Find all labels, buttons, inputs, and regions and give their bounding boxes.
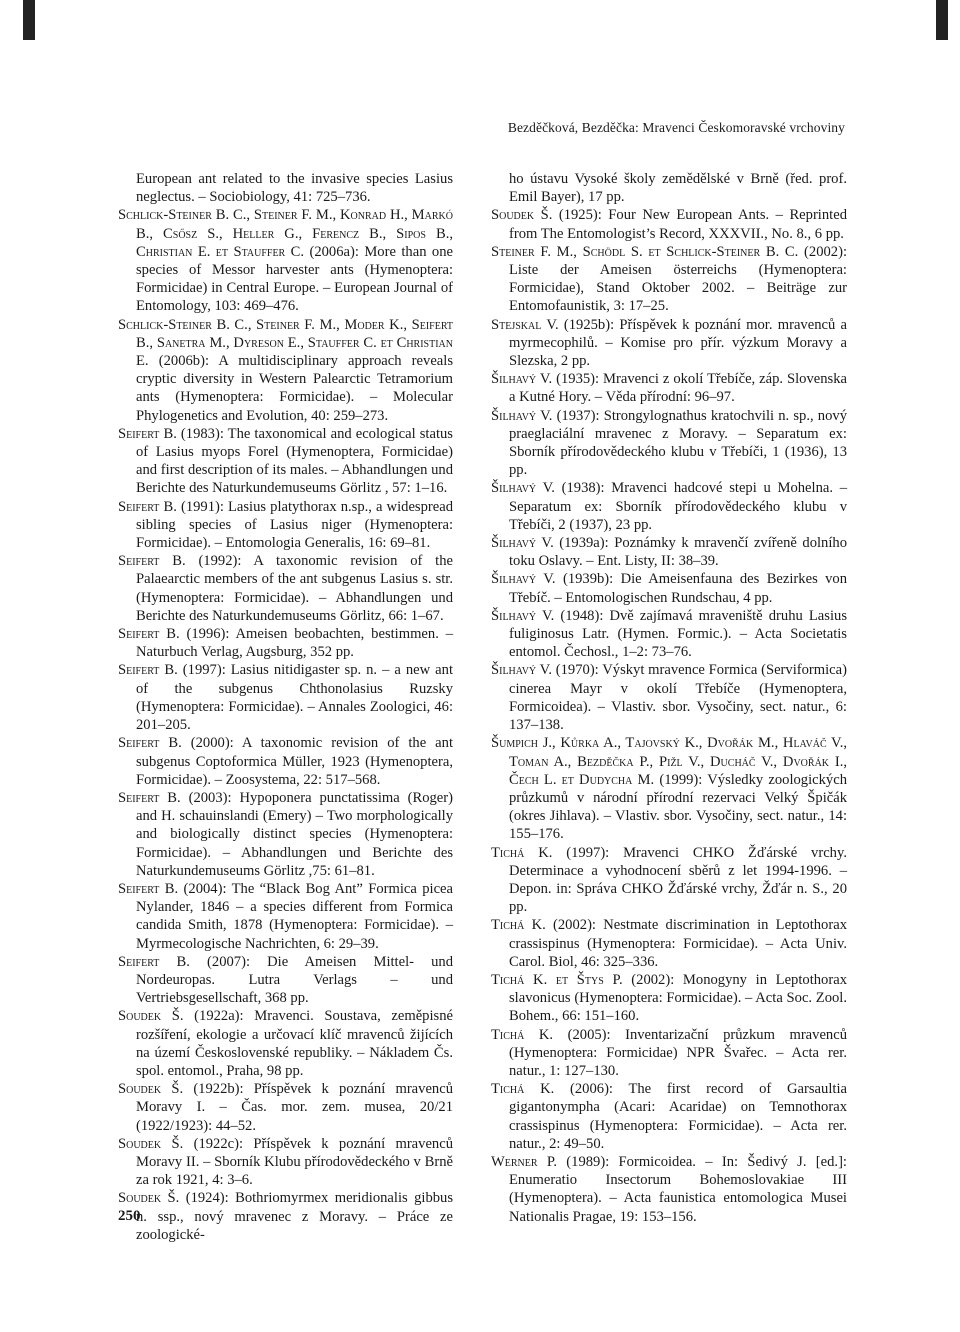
reference-text: (2003): Hypoponera punctatissima (Roger) and H. schauinslandi (Emery) – Two morphologically and biologically distinct species (Hymenoptera: Formicidae). – Abhandlungen und Berichte des Naturkundemuseums Görlitz ,75: 61–81. — [136, 789, 454, 879]
reference-entry — [118, 1189, 453, 1244]
reference-entry — [491, 1153, 847, 1226]
reference-authors: Soudek Š. — [118, 1135, 184, 1152]
reference-authors: Tichá K. — [491, 1026, 554, 1043]
running-head: Bezděčková, Bezděčka: Mravenci Českomoravské vrchoviny — [507, 120, 845, 135]
reference-entry — [118, 789, 453, 880]
reference-authors: Tichá K. et Štys P. — [491, 971, 623, 988]
reference-authors: Šilhavý V. — [491, 407, 553, 424]
reference-text: (2002): Monogyny in Leptothorax slavonicus (Hymenoptera: Formicidae). – Acta Soc. Zool. Bohem., 66: 151–160. — [509, 971, 847, 1025]
reference-entry — [118, 498, 453, 553]
reference-entry — [118, 1080, 453, 1135]
reference-entry — [118, 625, 453, 661]
reference-entry — [118, 1007, 453, 1080]
reference-entry — [491, 534, 847, 570]
reference-text: (2005): Inventarizační průzkum mravenců (Hymenoptera: Formicidae) NPR Švařec. – Acta rer. natur., 1: 127–130. — [509, 1026, 848, 1079]
reference-text: (1938): Mravenci hadcové stepi u Mohelna. – Separatum ex: Sborník přírodovědeckého klubu v Třebíči, 2 (1937), 23 pp. — [509, 480, 847, 533]
reference-entry — [491, 243, 847, 316]
reference-text: (1991): Lasius platythorax n.sp., a widespread sibling species of Lasius niger (Hymenoptera: Formicidae). – Entomologia Generalis, 16: 69–81. — [136, 498, 454, 552]
reference-authors: Schlick-Steiner B. C., Steiner F. M., Moder K., Seifert B., Sanetra M., Dyreson E., Stauffer C. et Christian E. — [118, 316, 453, 370]
reference-authors: Šilhavý V. — [491, 480, 555, 497]
reference-authors: Tichá K. — [491, 917, 546, 934]
reference-text: (2000): A taxonomic revision of the ant subgenus Coptoformica Müller, 1923 (Hymenoptera, Formicidae). – Zoosystema, 22: 517–568. — [136, 735, 453, 788]
reference-text: (1922b): Příspěvek k poznání mravenců Moravy I. – Čas. mor. zem. musea, 20/21 (1922/1923): 44–52. — [136, 1081, 453, 1134]
reference-text: (1996): Ameisen beobachten, bestimmen. – Naturbuch Verlag, Augsburg, 352 pp. — [136, 626, 454, 661]
reference-text: (1937): Strongylognathus kratochvili n. sp., nový praeglaciální mravenec z Moravy. – Separatum ex: Sborník přírodovědeckého klubu v Třebíči, 1 (1936), 13 pp. — [509, 407, 847, 479]
reference-entry — [491, 370, 847, 406]
reference-text: (1948): Dvě zajímavá mraveniště druhu Lasius fuliginosus Latr. (Hymen. Formic.). – Acta Societatis entomol. Čechosl., 1–2: 73–76. — [509, 607, 847, 661]
reference-entry — [491, 1026, 847, 1081]
reference-authors: Seifert B. — [118, 626, 180, 643]
reference-entry — [118, 425, 453, 498]
reference-text: (1935): Mravenci z okolí Třebíče, záp. Slovenska a Kutné Hory. – Věda přírodní: 96–97. — [509, 371, 847, 406]
reference-authors: Steiner F. M., Schödl S. et Schlick-Steiner B. C. — [491, 243, 799, 260]
reference-entry — [118, 316, 453, 425]
reference-authors: Šilhavý V. — [491, 607, 555, 624]
reference-entry — [118, 1135, 453, 1190]
reference-text: (2006b): A multidisciplinary approach reveals cryptic diversity in Western Palearctic Tetramorium ants (Hymenoptera: Formicidae). – Molecular Phylogenetics and Evolution, 40: 259–273. — [136, 353, 454, 424]
reference-text: (2006a): More than one species of Messor harvester ants (Hymenoptera: Formicidae) in Central Europe. – European Journal of Entomology, 103: 469–476. — [136, 243, 453, 315]
reference-authors: Seifert B. — [118, 425, 177, 442]
reference-entry — [491, 916, 847, 971]
reference-authors: Soudek Š. — [118, 1008, 184, 1025]
reference-authors: Tichá K. — [491, 1081, 555, 1098]
reference-entry — [118, 552, 453, 625]
reference-authors: Seifert B. — [118, 498, 177, 515]
reference-text: (1999): Výsledky zoologických průzkumů v národní přírodní rezervaci Velký Špičák (okres Jihlava). – Vlastiv. sbor. Vysočiny, sect. natur., 14: 155–176. — [509, 771, 847, 843]
reference-text: ho ústavu Vysoké školy zemědělské v Brně (řed. prof. Emil Bayer), 17 pp. — [509, 171, 847, 206]
reference-authors: Werner P. — [491, 1153, 557, 1170]
reference-authors: Schlick-Steiner B. C., Steiner F. M., Konrad H., Markó B., Csősz S., Heller G., Ferencz B., Sipos B., Christian E. et Stauffer C. — [118, 207, 453, 260]
reference-entry — [491, 844, 847, 917]
reference-authors: Šilhavý V. — [491, 662, 552, 679]
reference-text: (1983): The taxonomical and ecological status of Lasius myops Forel (Hymenoptera, Formicidae) and first description of its males. – Abhandlungen und Berichte des Naturkundemuseums Görlitz , 57: 1–16. — [136, 425, 453, 497]
reference-entry — [491, 170, 847, 206]
reference-entry — [118, 206, 453, 315]
reference-authors: Tichá K. — [491, 844, 553, 861]
reference-text: (2002): Nestmate discrimination in Leptothorax crassispinus (Hymenoptera: Formicidae). – Acta Univ. Carol. Biol, 46: 325–336. — [509, 917, 847, 970]
reference-text: (1925): Four New European Ants. – Reprinted from The Entomologist’s Record, XXXVII., No. 8., 6 pp. — [509, 207, 847, 242]
reference-authors: Seifert B. — [118, 880, 179, 897]
reference-entry — [491, 607, 847, 662]
crop-mark-right — [936, 0, 948, 40]
reference-entry — [118, 170, 453, 206]
reference-entry — [118, 734, 453, 789]
reference-text: (1922a): Mravenci. Soustava, zeměpisné rozšíření, ekologie a určovací klíč mravenců žijících na území Československé republiky. – Nákladem Čs. spol. entomol., Praha, 98 pp. — [136, 1008, 453, 1079]
reference-text: (1970): Výskyt mravence Formica (Serviformica) cinerea Mayr v okolí Třebíče (Hymenoptera, Formicoidea). – Vlastiv. sbor. Vysočiny, sect. natur., 6: 137–138. — [509, 662, 847, 734]
reference-entry — [491, 570, 847, 606]
references-right-column — [491, 170, 847, 1226]
reference-authors: Šilhavý V. — [491, 571, 556, 588]
reference-authors: Soudek Š. — [118, 1190, 180, 1207]
reference-entry — [118, 880, 453, 953]
reference-authors: Seifert B. — [118, 789, 181, 806]
reference-authors: Stejskal V. — [491, 316, 559, 333]
reference-entry — [491, 206, 847, 242]
reference-entry — [491, 661, 847, 734]
reference-authors: Šilhavý V. — [491, 371, 553, 388]
reference-entry — [491, 316, 847, 371]
references-left-column — [118, 170, 453, 1244]
reference-text: (1997): Mravenci CHKO Žďárské vrchy. Determinace a vyhodnocení sběrů z let 1994-1996. – Depon. in: Správa CHKO Žďárské vrchy, Žďár n. S., 20 pp. — [509, 844, 847, 916]
reference-text: (1922c): Příspěvek k poznání mravenců Moravy II. – Sborník Klubu přírodovědeckého v Brně za rok 1921, 4: 3–6. — [136, 1135, 454, 1189]
reference-text: (2002): Liste der Ameisen österreichs (Hymenoptera: Formicidae), Stand Oktober 2002. – Beiträge zur Entomofaunistik, 3: 17–25. — [509, 243, 847, 315]
reference-authors: Soudek Š. — [491, 207, 553, 224]
reference-text: (1997): Lasius nitidigaster sp. n. – a new ant of the subgenus Chthonolasius Ruzsky (Hymenoptera: Formicidae). – Annales Zoologici, 46: 201–205. — [136, 662, 453, 734]
reference-text: (2004): The “Black Bog Ant” Formica picea Nylander, 1846 – a species different from Formica candida Smith, 1878 (Hymenoptera: Formicidae). – Myrmecologische Nachrichten, 6: 29–39. — [136, 880, 453, 952]
reference-text: (1939b): Die Ameisenfauna des Bezirkes von Třebíč. – Entomologischen Rundschau, 4 pp. — [509, 571, 848, 606]
reference-authors: Seifert B. — [118, 735, 182, 752]
reference-entry — [491, 971, 847, 1026]
reference-text: European ant related to the invasive species Lasius neglectus. – Sociobiology, 41: 725–736. — [136, 171, 453, 206]
reference-text: (1989): Formicoidea. – In: Šedivý J. [ed.]: Enumeratio Insectorum Bohemoslovakiae III (Hymenoptera). – Acta faunistica entomologica Musei Nationalis Pragae, 19: 153–156. — [509, 1153, 847, 1225]
reference-authors: Seifert B. — [118, 953, 190, 970]
reference-entry — [118, 661, 453, 734]
reference-text: (2006): The first record of Garsaultia gigantonympha (Acari: Acaridae) on Temnothorax crassispinus (Hymenoptera: Formicidae). – Acta rer. natur., 2: 49–50. — [509, 1081, 847, 1152]
reference-authors: Šumpich J., Kůrka A., Tajovský K., Dvořák M., Hlaváč V., Toman A., Bezděčka P., Pižl V., Ducháč V., Dvořák I., Čech L. et Dudycha M. — [491, 735, 847, 788]
reference-text: (1925b): Příspěvek k poznání mor. mravenců a myrmecophilů. – Komise pro přír. výzkum Moravy a Slezska, 2 pp. — [509, 316, 847, 370]
reference-authors: Seifert B. — [118, 553, 186, 570]
reference-entry — [491, 479, 847, 534]
reference-entry — [491, 734, 847, 843]
page-number: 250 — [118, 1208, 141, 1224]
reference-authors: Seifert B. — [118, 662, 178, 679]
reference-authors: Soudek Š. — [118, 1081, 184, 1098]
crop-mark-left — [23, 0, 35, 40]
reference-entry — [491, 1080, 847, 1153]
reference-text: (2007): Die Ameisen Mittel- und Nordeuropas. Lutra Verlags – und Vertriebsgesellschaft, 368 pp. — [136, 953, 454, 1007]
reference-entry — [118, 953, 453, 1008]
reference-entry — [491, 407, 847, 480]
reference-authors: Šilhavý V. — [491, 535, 554, 552]
reference-text: (1939a): Poznámky k mravenčí zvířeně dolního toku Oslavy. – Ent. Listy, II: 38–39. — [509, 535, 848, 570]
reference-text: (1992): A taxonomic revision of the Palaearctic members of the ant subgenus Lasius s. str. (Hymenoptera: Formicidae). – Abhandlungen und Berichte des Naturkundemuseums Görlitz, 66: 1–67. — [136, 553, 454, 624]
reference-text: (1924): Bothriomyrmex meridionalis gibbus n. ssp., nový mravenec z Moravy. – Práce ze zoologické- — [136, 1190, 454, 1243]
